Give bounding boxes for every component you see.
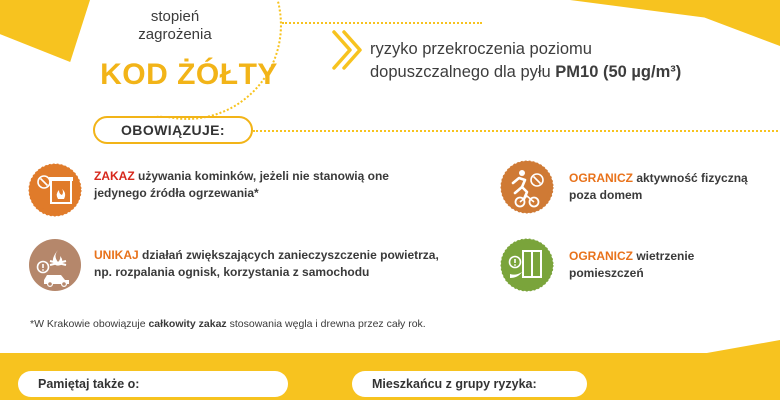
in-force-dotted-line	[253, 130, 778, 132]
risk-group-label: Mieszkańcu z grupy ryzyka:	[352, 371, 587, 397]
krakow-footnote	[30, 318, 426, 330]
footnote-suffix: stosowania węgla i drewna przez cały rok.	[226, 318, 426, 330]
rule-activity-text2: poza domem	[569, 188, 643, 202]
rule-avoid-text1: działań zwiększających zanieczyszczenie powietrza,	[138, 248, 439, 262]
rule-fireplace-text1: używania kominków, jeżeli nie stanowią one	[134, 169, 389, 183]
bonfire-car-warning-icon	[28, 238, 82, 292]
code-title: KOD ŻÓŁTY	[100, 58, 278, 91]
threat-level-label	[120, 8, 230, 44]
rule-activity-text1: aktywność fizyczną	[633, 171, 748, 185]
rule-avoid	[94, 247, 484, 281]
rule-activity	[569, 170, 769, 204]
rule-airing-text2: pomieszczeń	[569, 266, 644, 280]
running-cycling-ban-icon	[500, 160, 554, 214]
keyword-ban: ZAKAZ	[94, 169, 135, 183]
rule-fireplace	[94, 168, 434, 202]
footnote-prefix: *W Krakowie obowiązuje	[30, 318, 149, 330]
pm10-limit: PM10 (50 µg/m³)	[555, 63, 682, 81]
window-warning-icon	[500, 238, 554, 292]
threat-level-line1: stopień	[150, 8, 200, 25]
rule-airing-text1: wietrzenie	[633, 249, 695, 263]
footnote-total-ban: całkowity zakaz	[148, 318, 227, 330]
risk-line2	[370, 61, 775, 84]
risk-line1: ryzyko przekroczenia poziomu	[370, 40, 592, 58]
risk-line2-prefix: dopuszczalnego dla pyłu	[370, 63, 556, 81]
header-dotted-line	[282, 22, 482, 24]
chevrons-icon	[332, 24, 362, 84]
keyword-limit-airing: OGRANICZ	[569, 249, 633, 263]
rule-fireplace-text2: jedynego źródła ogrzewania*	[94, 186, 259, 200]
remember-also-label: Pamiętaj także o:	[18, 371, 288, 397]
rule-avoid-text2: np. rozpalania ognisk, korzystania z samochodu	[94, 265, 370, 279]
keyword-limit-activity: OGRANICZ	[569, 171, 633, 185]
rule-avoid-line1	[94, 247, 484, 264]
keyword-avoid: UNIKAJ	[94, 248, 139, 262]
rule-fireplace-line1	[94, 168, 434, 185]
rule-airing	[569, 248, 769, 282]
top-left-yellow-shape	[0, 0, 90, 62]
rule-activity-line1	[569, 170, 769, 187]
risk-description	[370, 38, 775, 84]
in-force-badge: OBOWIĄZUJE:	[93, 116, 253, 144]
rule-airing-line1	[569, 248, 769, 265]
fireplace-ban-icon	[28, 163, 82, 217]
threat-level-line2: zagrożenia	[138, 26, 212, 43]
